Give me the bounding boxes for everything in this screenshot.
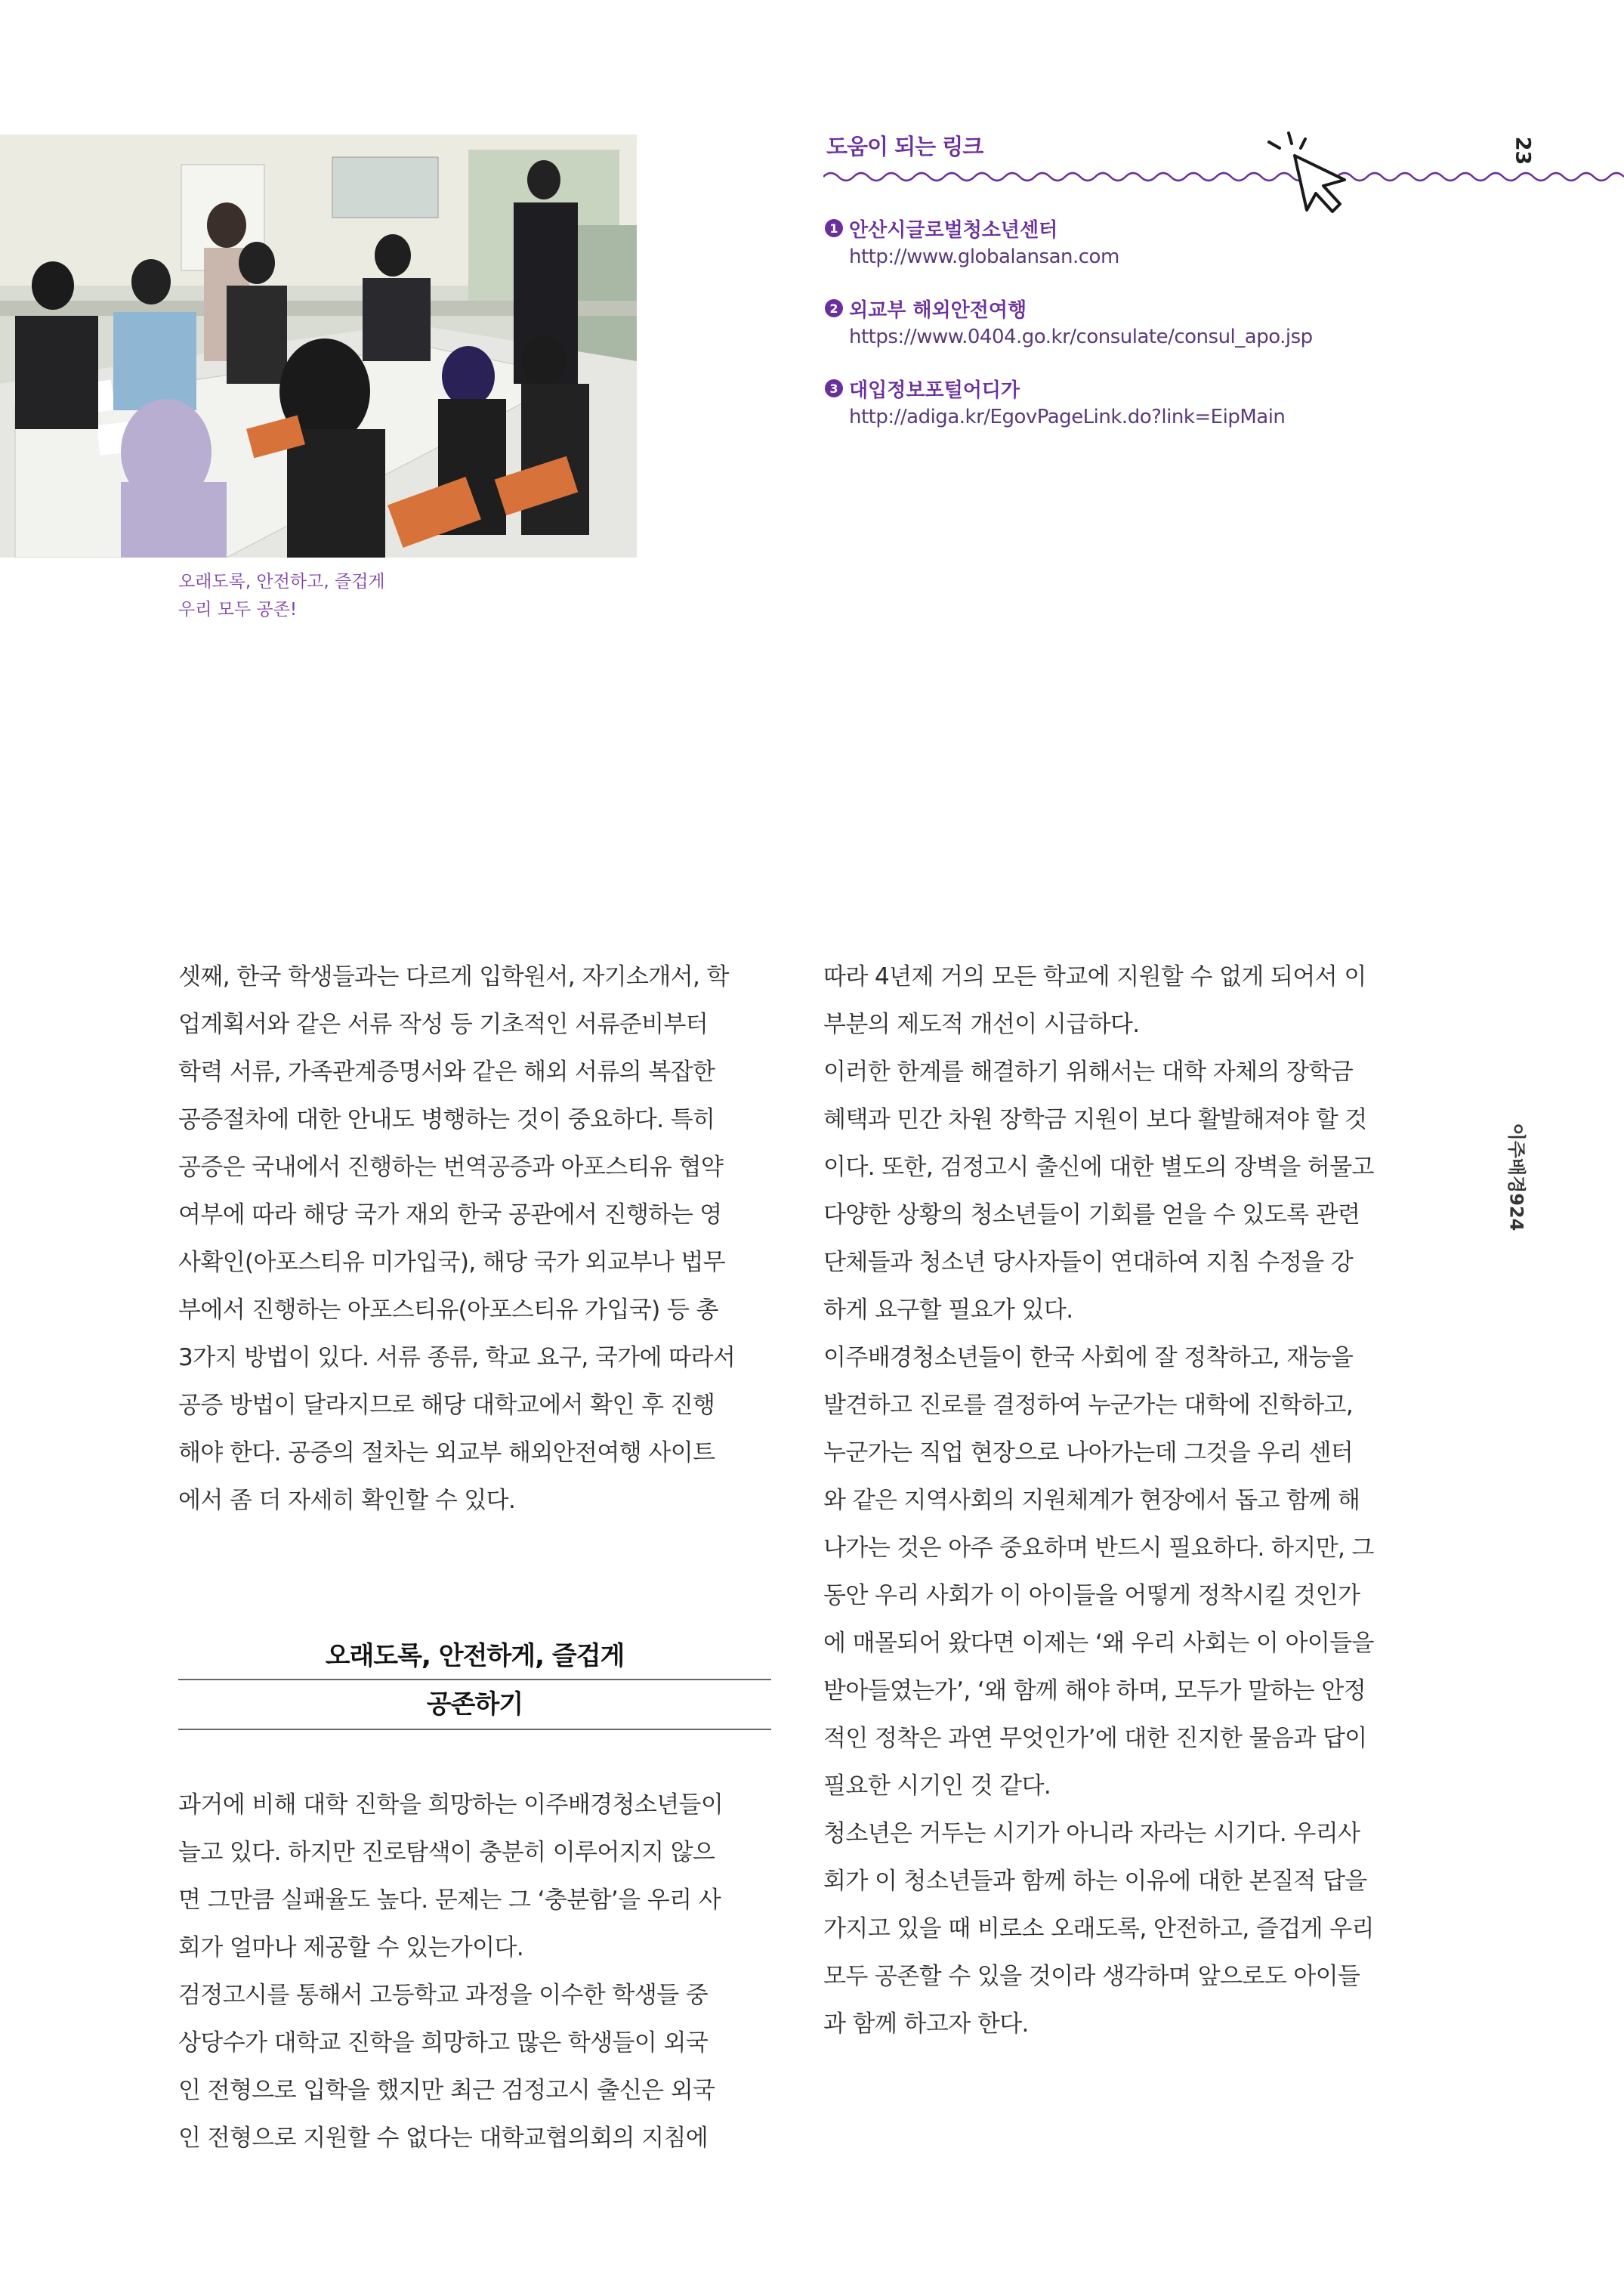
number-badge-icon: 2: [825, 299, 843, 317]
section-heading-line: 오래도록, 안전하게, 즐겁게: [325, 1641, 625, 1671]
body-line: 다양한 상황의 청소년들이 기회를 얻을 수 있도록 관련: [823, 1201, 1360, 1228]
body-line: 업계획서와 같은 서류 작성 등 기초적인 서류준비부터: [178, 1011, 709, 1038]
body-line: 이주배경청소년들이 한국 사회에 잘 정착하고, 재능을: [823, 1344, 1354, 1371]
photo-caption-line: 오래도록, 안전하고, 즐겁게: [178, 572, 385, 592]
body-line: 여부에 따라 해당 국가 재외 한국 공관에서 진행하는 영: [178, 1201, 722, 1228]
body-line: 검정고시를 통해서 고등학교 과정을 이수한 학생들 중: [178, 1982, 709, 2009]
body-line: 사확인(아포스티유 미가입국), 해당 국가 외교부나 법무: [178, 1249, 726, 1276]
body-line: 인 전형으로 지원할 수 없다는 대학교협의회의 지침에: [178, 2125, 709, 2152]
body-line: 회가 이 청소년들과 함께 하는 이유에 대한 본질적 답을: [823, 1868, 1367, 1895]
body-line: 회가 얼마나 제공할 수 있는가이다.: [178, 1934, 524, 1961]
link-url[interactable]: http://adiga.kr/EgovPageLink.do?link=EipMain: [849, 406, 1286, 428]
body-line: 상당수가 대학교 진학을 희망하고 많은 학생들이 외국: [178, 2029, 709, 2057]
body-line: 에 매몰되어 왔다면 이제는 ‘왜 우리 사회는 이 아이들을: [823, 1630, 1374, 1657]
decorative-wave-line: [823, 168, 1624, 186]
body-line: 동안 우리 사회가 이 아이들을 어떻게 정착시킬 것인가: [823, 1582, 1360, 1609]
body-line: 과거에 비해 대학 진학을 희망하는 이주배경청소년들이: [178, 1791, 724, 1819]
body-line: 에서 좀 더 자세히 확인할 수 있다.: [178, 1487, 516, 1514]
right-column-text: [823, 953, 1420, 2048]
body-line: 공증은 국내에서 진행하는 번역공증과 아포스티유 협약: [178, 1154, 724, 1181]
number-badge-icon: 1: [825, 219, 843, 237]
body-line: 늘고 있다. 하지만 진로탐색이 충분히 이루어지지 않으: [178, 1839, 715, 1866]
body-line: 3가지 방법이 있다. 서류 종류, 학교 요구, 국가에 따라서: [178, 1344, 736, 1371]
body-line: 이러한 한계를 해결하기 위해서는 대학 자체의 장학금: [823, 1058, 1354, 1086]
link-item: [825, 215, 1505, 272]
magazine-side-label: 이주배경924: [1505, 1123, 1527, 1231]
photo-caption-line: 우리 모두 공존!: [178, 600, 298, 620]
body-line: 학력 서류, 가족관계증명서와 같은 해외 서류의 복잡한: [178, 1058, 715, 1086]
section-heading: [178, 1633, 771, 1730]
body-line: 가지고 있을 때 비로소 오래도록, 안전하고, 즐겁게 우리: [823, 1915, 1374, 1942]
links-list: [825, 215, 1505, 455]
body-line: 셋째, 한국 학생들과는 다르게 입학원서, 자기소개서, 학: [178, 963, 729, 990]
body-line: 면 그만큼 실패율도 높다. 문제는 그 ‘충분함’을 우리 사: [178, 1887, 721, 1914]
left-column-top-text: [178, 953, 775, 1525]
link-heading: [825, 375, 1505, 402]
page-number: 23: [1511, 136, 1535, 165]
link-name: 외교부 해외안전여행: [849, 298, 1027, 322]
photo-caption: [178, 568, 385, 624]
link-item: [825, 295, 1505, 352]
body-line: 청소년은 거두는 시기가 아니라 자라는 시기다. 우리사: [823, 1820, 1360, 1847]
link-url[interactable]: https://www.0404.go.kr/consulate/consul_apo.jsp: [849, 326, 1313, 348]
body-line: 필요한 시기인 것 같다.: [823, 1772, 1051, 1800]
body-line: 단체들과 청소년 당사자들이 연대하여 지침 수정을 강: [823, 1249, 1354, 1276]
body-line: 받아들였는가’, ‘왜 함께 해야 하며, 모두가 말하는 안정: [823, 1677, 1366, 1704]
section-heading-line: 공존하기: [426, 1689, 523, 1720]
body-line: 부분의 제도적 개선이 시급하다.: [823, 1011, 1140, 1038]
cursor-click-icon: [1261, 128, 1352, 215]
body-line: 모두 공존할 수 있을 것이라 생각하며 앞으로도 아이들: [823, 1963, 1360, 1990]
body-line: 혜택과 민간 차원 장학금 지원이 보다 활발해져야 할 것: [823, 1106, 1367, 1133]
classroom-photo: [0, 134, 637, 558]
body-line: 나가는 것은 아주 중요하며 반드시 필요하다. 하지만, 그: [823, 1534, 1374, 1562]
body-line: 하게 요구할 필요가 있다.: [823, 1296, 1073, 1324]
link-heading: [825, 215, 1505, 242]
body-line: 과 함께 하고자 한다.: [823, 2010, 1029, 2038]
heading-divider: [178, 1729, 771, 1730]
body-line: 공증 방법이 달라지므로 해당 대학교에서 확인 후 진행: [178, 1392, 715, 1419]
body-line: 누군가는 직업 현장으로 나아가는데 그것을 우리 센터: [823, 1439, 1354, 1466]
body-line: 따라 4년제 거의 모든 학교에 지원할 수 없게 되어서 이: [823, 963, 1366, 990]
link-name: 대입정보포털어디가: [849, 379, 1020, 402]
body-line: 부에서 진행하는 아포스티유(아포스티유 가입국) 등 총: [178, 1296, 718, 1324]
left-column-bottom-text: [178, 1782, 775, 2162]
link-name: 안산시글로벌청소년센터: [849, 218, 1058, 242]
link-item: [825, 375, 1505, 432]
body-line: 해야 한다. 공증의 절차는 외교부 해외안전여행 사이트: [178, 1439, 715, 1466]
body-line: 인 전형으로 입학을 했지만 최근 검정고시 출신은 외국: [178, 2077, 715, 2104]
body-line: 이다. 또한, 검정고시 출신에 대한 별도의 장벽을 허물고: [823, 1154, 1374, 1181]
body-line: 적인 정착은 과연 무엇인가’에 대한 진지한 물음과 답이: [823, 1725, 1367, 1752]
body-line: 발견하고 진로를 결정하여 누군가는 대학에 진학하고,: [823, 1392, 1354, 1419]
body-line: 와 같은 지역사회의 지원체계가 현장에서 돕고 함께 해: [823, 1487, 1360, 1514]
body-line: 공증절차에 대한 안내도 병행하는 것이 중요하다. 특히: [178, 1106, 715, 1133]
links-title: 도움이 되는 링크: [826, 134, 983, 159]
link-url[interactable]: http://www.globalansan.com: [849, 246, 1119, 268]
link-heading: [825, 295, 1505, 322]
number-badge-icon: 3: [825, 379, 843, 397]
